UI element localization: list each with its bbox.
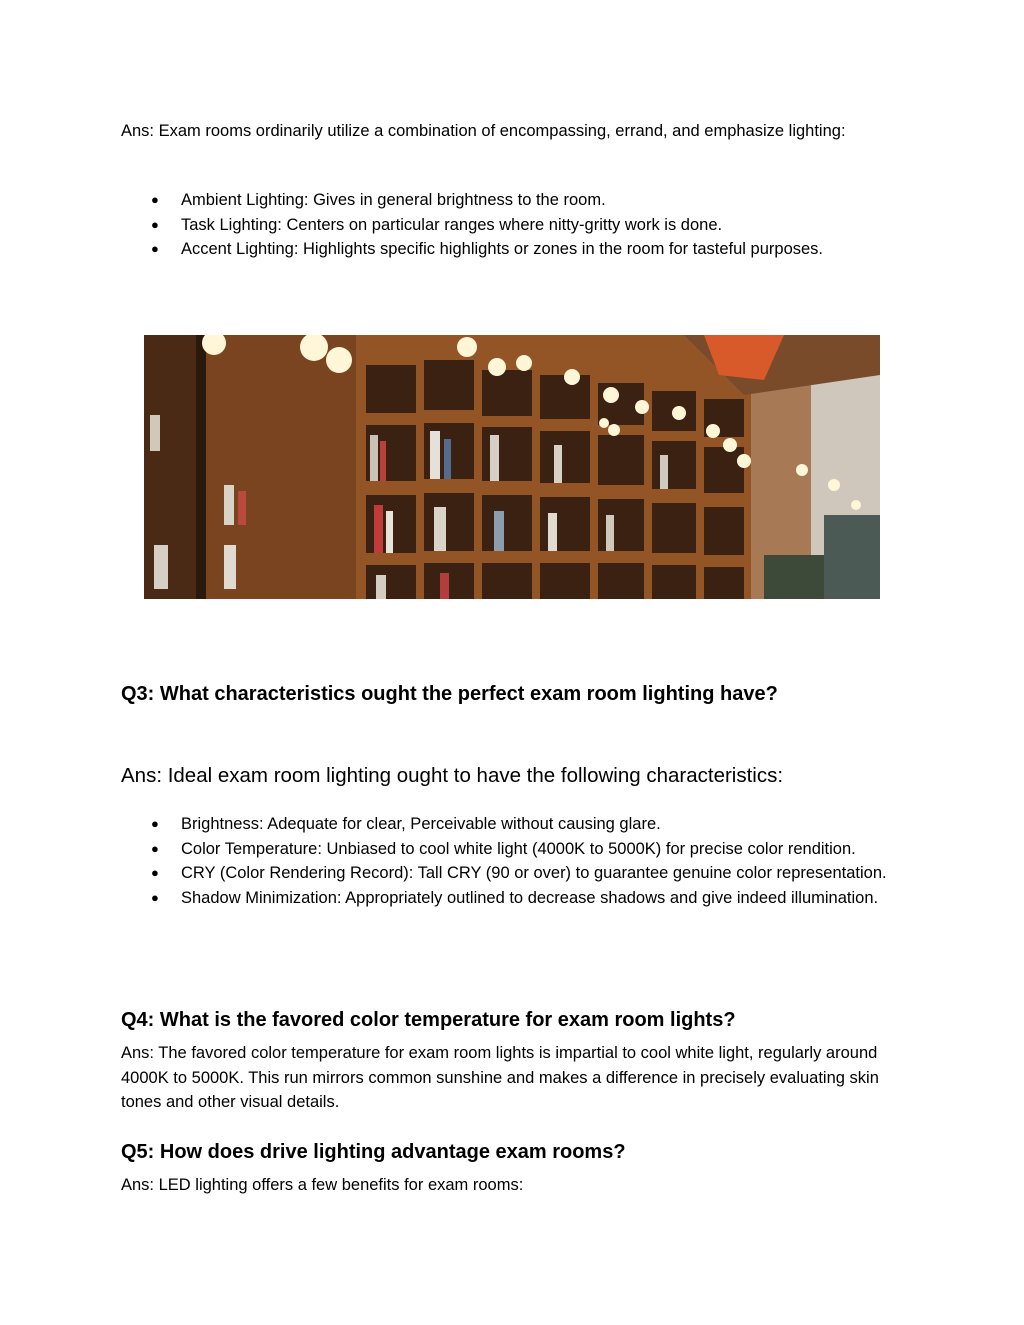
q4-question: Q4: What is the favored color temperature for exam room lights? [121,1009,736,1031]
q4-answer: Ans: The favored color temperature for exam room lights is impartial to cool white light, regularly around 4000K to 5000K. This run mirrors common sunshine and makes a difference in precisely evaluating skin tones and other visual details. [121,1044,879,1111]
bullet-icon: ● [151,192,159,207]
list-item: ● Color Temperature: Unbiased to cool white light (4000K to 5000K) for precise color rendition. [121,837,911,862]
list-item: ● Shadow Minimization: Appropriately outlined to decrease shadows and give indeed illumination. [121,886,911,911]
bullet-icon: ● [151,816,159,831]
list-item: ● Ambient Lighting: Gives in general brightness to the room. [121,188,911,213]
q5-answer: Ans: LED lighting offers a few benefits for exam rooms: [121,1176,524,1194]
bullet-icon: ● [151,840,159,856]
bullet-icon: ● [151,865,159,880]
characteristics-list [121,812,911,910]
lighting-types-list [121,188,911,262]
q3-question: Q3: What characteristics ought the perfect exam room lighting have? [121,683,778,705]
library-bookshelf-photo [144,335,880,599]
list-item: ● Brightness: Adequate for clear, Perceivable without causing glare. [121,812,911,837]
intro-answer: Ans: Exam rooms ordinarily utilize a combination of encompassing, errand, and emphasize lighting: [121,122,846,140]
list-item: ● Task Lighting: Centers on particular ranges where nitty-gritty work is done. [121,213,911,238]
list-item: ● Accent Lighting: Highlights specific highlights or zones in the room for tasteful purposes. [121,237,911,262]
bullet-icon: ● [151,216,159,232]
bullet-icon: ● [151,889,159,905]
bullet-icon: ● [151,241,159,256]
q5-question: Q5: How does drive lighting advantage exam rooms? [121,1141,626,1163]
q3-answer: Ans: Ideal exam room lighting ought to have the following characteristics: [121,764,784,787]
list-item: ● CRY (Color Rendering Record): Tall CRY (90 or over) to guarantee genuine color representation. [121,861,911,886]
